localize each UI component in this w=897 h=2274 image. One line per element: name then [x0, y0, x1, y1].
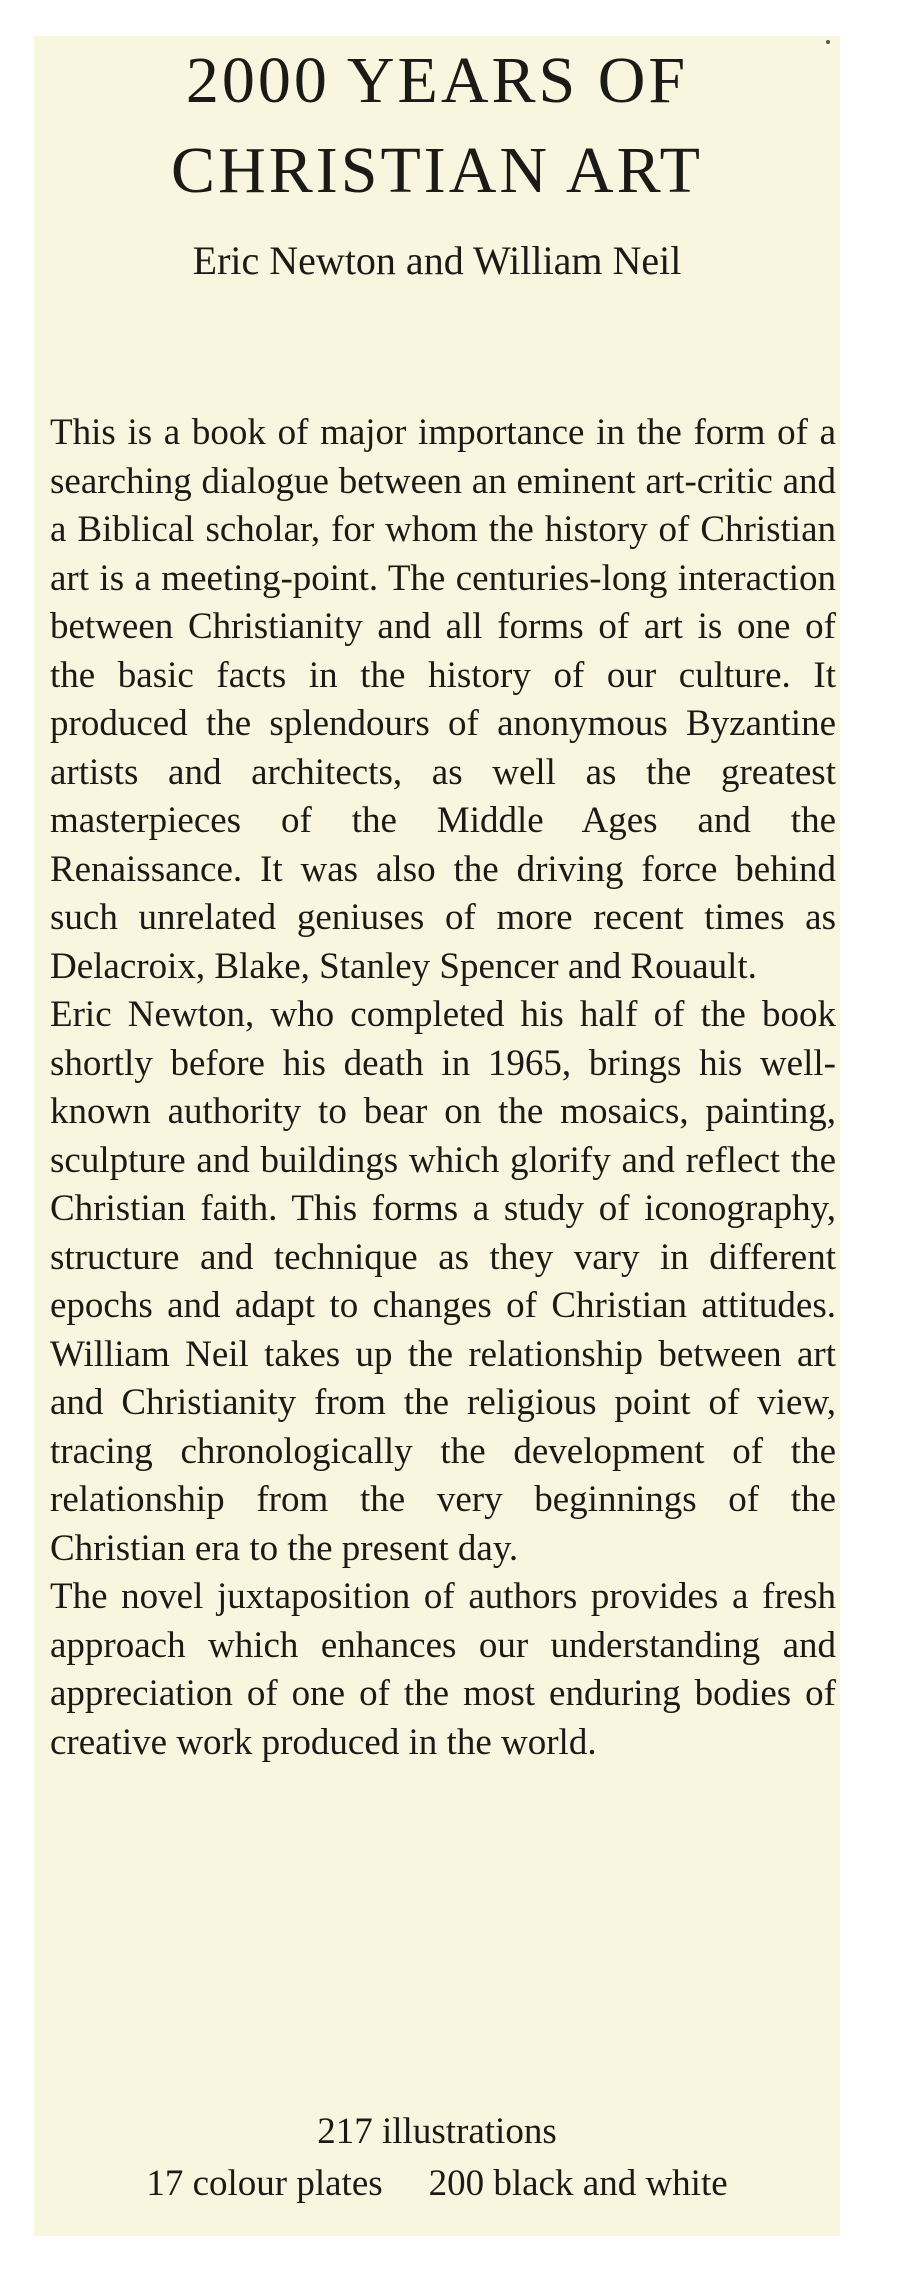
colour-plates-count: 17 colour plates — [146, 2163, 383, 2204]
description-paragraph-1: This is a book of major importance in the form of a searching dialogue between an eminent art-critic and a Biblical scholar, for whom the history of Christian art is a meeting-point. The centuries-long interaction between Christianity and all forms of art is one of the basic facts in the history of our culture. It produced the splendours of anonymous Byzantine artists and architects, as well as the greatest masterpieces of the Middle Ages and the Renaissance. It was also the driving force behind such unrelated geniuses of more recent times as Delacroix, Blake, Stanley Spencer and Rouault. — [50, 412, 836, 987]
book-jacket-flap — [34, 36, 840, 2236]
illustration-count — [34, 2106, 840, 2210]
description-paragraph-2: Eric Newton, who completed his half of the book shortly before his death in 1965, brings his well-known authority to bear on the mosaics, painting, sculpture and buildings which glorify and reflect the Christian faith. This forms a study of iconography, structure and technique as they vary in different epochs and adapt to changes of Christian attitudes. William Neil takes up the relationship between art and Christianity from the religious point of view, tracing chronologically the development of the relationship from the very beginnings of the Christian era to the present day. — [50, 994, 836, 1569]
black-and-white-count: 200 black and white — [428, 2163, 728, 2204]
book-description — [50, 409, 836, 1767]
description-paragraph-3: The novel juxtaposition of authors provides a fresh approach which enhances our understanding and appreciation of one of the most enduring bodies of creative work produced in the world. — [50, 1576, 836, 1763]
book-title-line-1: 2000 YEARS OF — [185, 44, 689, 117]
book-title — [34, 36, 840, 216]
illustrations-total: 217 illustrations — [317, 2111, 557, 2152]
illustrations-breakdown — [34, 2158, 840, 2210]
book-title-line-2: CHRISTIAN ART — [171, 134, 703, 207]
book-authors: Eric Newton and William Neil — [192, 238, 682, 283]
